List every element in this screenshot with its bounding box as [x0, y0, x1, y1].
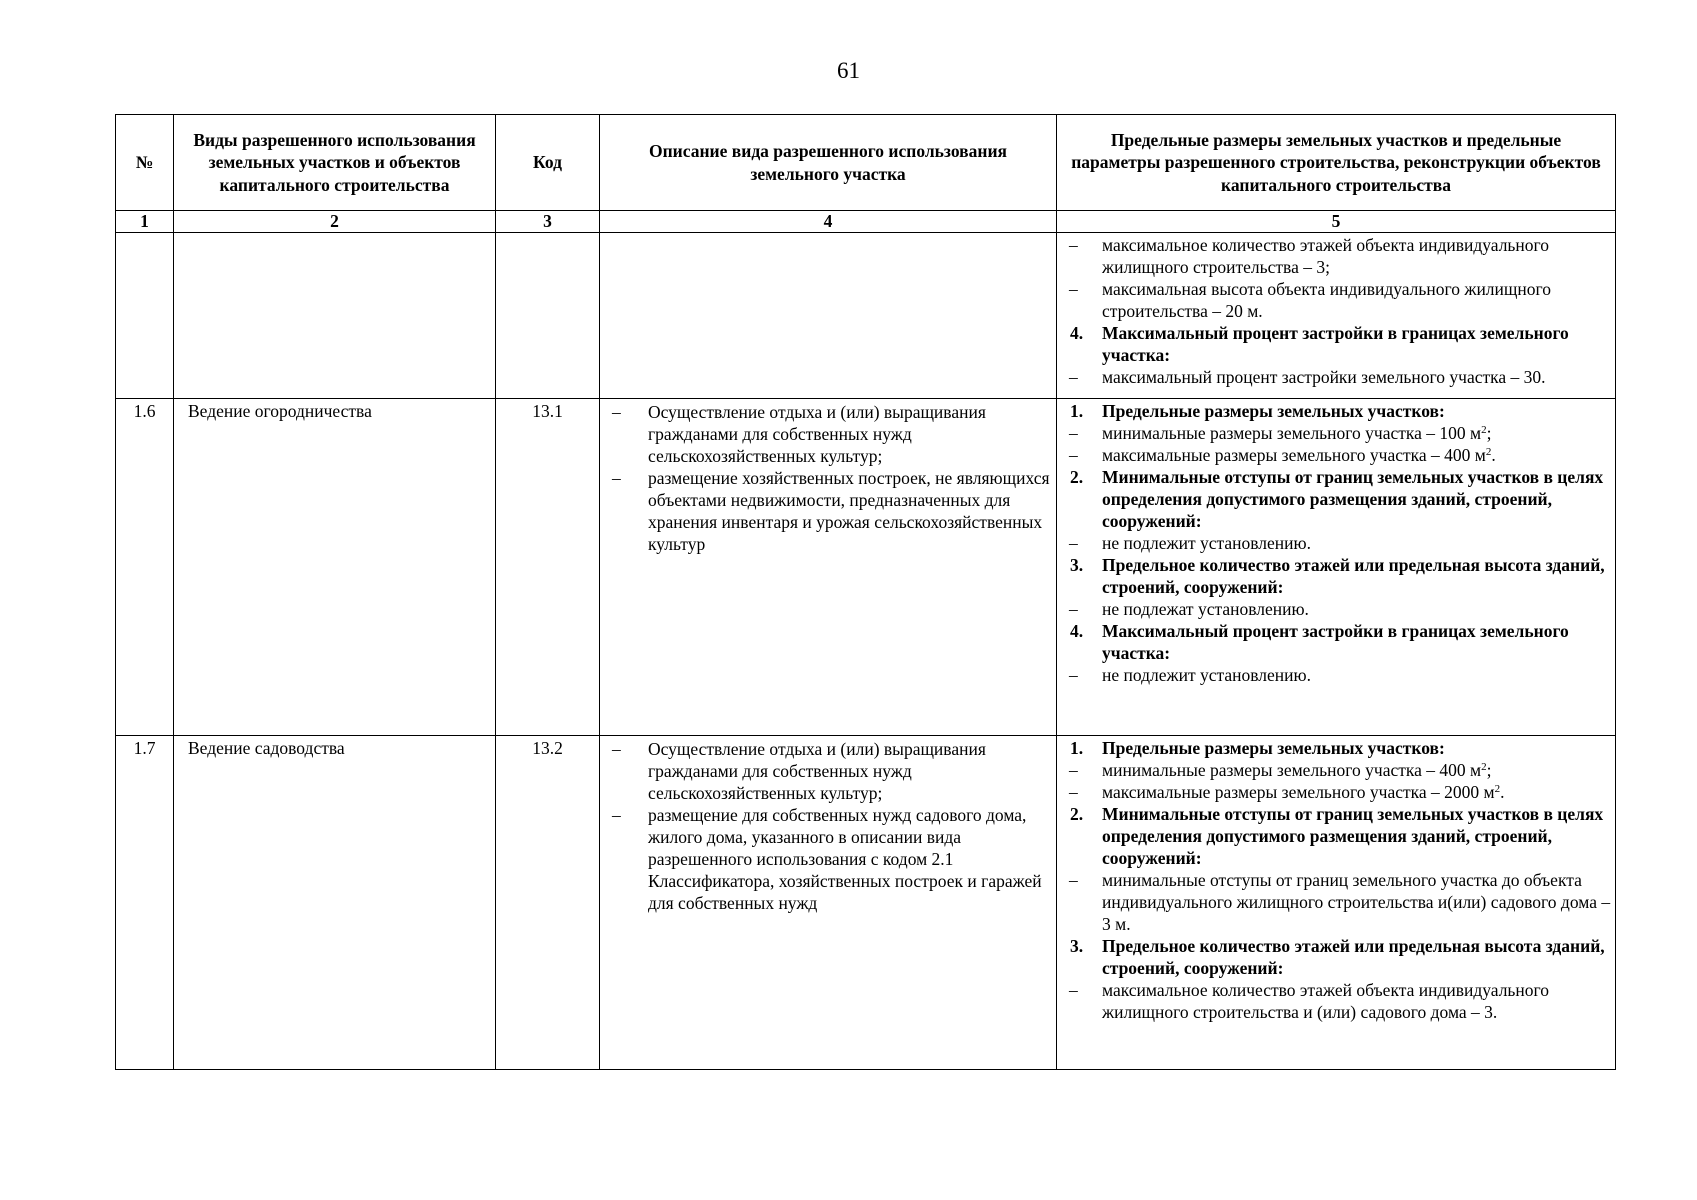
header-row: [116, 115, 1616, 211]
param-text: не подлежат установлению.: [1102, 599, 1309, 619]
param-item: [1069, 979, 1611, 1023]
description-text: размещение хозяйственных построек, не являющихся объектами недвижимости, предназначенных для хранения инвентаря и урожая сельскохозяйственных культур: [648, 468, 1050, 554]
param-text: Предельное количество этажей или предельная высота зданий, строений, сооружений:: [1102, 936, 1605, 978]
dash-marker: –: [612, 739, 621, 759]
param-text: не подлежит установлению.: [1102, 665, 1311, 685]
cell-name: Ведение садоводства: [174, 736, 496, 1070]
dash-marker: –: [1069, 782, 1078, 802]
superscript: 2: [1481, 424, 1487, 436]
description-text: Осуществление отдыха и (или) выращивания гражданами для собственных нужд сельскохозяйственных культур;: [648, 402, 986, 466]
dash-marker: –: [1069, 279, 1078, 299]
column-number: 4: [600, 211, 1057, 233]
dash-marker: –: [612, 805, 621, 825]
page-number: 61: [837, 58, 860, 83]
param-text: Минимальные отступы от границ земельных участков в целях определения допустимого размещения зданий, строений, сооружений:: [1102, 804, 1604, 868]
param-text: Максимальный процент застройки в границах земельного участка:: [1102, 323, 1569, 365]
param-text: максимальное количество этажей объекта индивидуального жилищного строительства – 3;: [1102, 235, 1550, 277]
param-text: максимальные размеры земельного участка – 400 м: [1102, 445, 1486, 465]
param-text: максимальная высота объекта индивидуального жилищного строительства – 20 м.: [1102, 279, 1551, 321]
param-heading: [1069, 620, 1611, 664]
description-item: [612, 467, 1052, 555]
description-text: размещение для собственных нужд садового дома, жилого дома, указанного в описании вида разрешенного использования с кодом 2.1 Классификатора, хозяйственных построек и гаражей для собственных нужд: [648, 805, 1042, 913]
column-numbers-row: [116, 211, 1616, 233]
superscript: 2: [1494, 783, 1501, 795]
description-item: [612, 804, 1052, 914]
param-text: минимальные размеры земельного участка – 100 м: [1102, 423, 1482, 443]
table-row-continued: [116, 233, 1616, 399]
list-number: 3.: [1070, 555, 1084, 575]
param-punctuation: ;: [1486, 423, 1492, 443]
param-heading: [1069, 554, 1611, 598]
header-code: Код: [496, 115, 600, 211]
dash-marker: –: [1069, 445, 1078, 465]
header-num: №: [116, 115, 174, 211]
header-description: Описание вида разрешенного использования земельного участка: [600, 115, 1057, 211]
param-heading: [1069, 803, 1611, 869]
list-number: 1.: [1070, 738, 1084, 758]
param-heading: [1069, 737, 1611, 759]
header-params: Предельные размеры земельных участков и предельные параметры разрешенного строительства, реконструкции объектов капитального строительства: [1057, 115, 1616, 211]
dash-marker: –: [1069, 665, 1078, 685]
param-item: [1069, 422, 1611, 444]
superscript: 2: [1481, 761, 1487, 773]
cell-description: [600, 399, 1057, 736]
cell-name: [174, 233, 496, 399]
column-number: 2: [174, 211, 496, 233]
param-punctuation: .: [1500, 782, 1505, 802]
param-item: [1069, 532, 1611, 554]
param-text: максимальное количество этажей объекта индивидуального жилищного строительства и (или) садового дома – 3.: [1102, 980, 1550, 1022]
cell-name: Ведение огородничества: [174, 399, 496, 736]
cell-params: [1057, 233, 1616, 399]
list-number: 1.: [1070, 401, 1084, 421]
param-item: [1069, 598, 1611, 620]
cell-code: 13.2: [496, 736, 600, 1070]
cell-num: [116, 233, 174, 399]
param-text: Предельные размеры земельных участков:: [1102, 401, 1445, 421]
param-text: минимальные размеры земельного участка – 400 м: [1102, 760, 1482, 780]
param-text: не подлежит установлению.: [1102, 533, 1311, 553]
column-number: 3: [496, 211, 600, 233]
param-item: [1069, 781, 1611, 803]
dash-marker: –: [1069, 367, 1078, 387]
header-use-type: Виды разрешенного использования земельных участков и объектов капитального строительства: [174, 115, 496, 211]
param-item: [1069, 759, 1611, 781]
cell-params: [1057, 736, 1616, 1070]
description-item: [612, 401, 1052, 467]
dash-marker: –: [1069, 533, 1078, 553]
cell-description: [600, 233, 1057, 399]
cell-code: 13.1: [496, 399, 600, 736]
param-punctuation: .: [1491, 445, 1496, 465]
list-number: 2.: [1070, 804, 1084, 824]
list-number: 4.: [1070, 323, 1084, 343]
param-punctuation: ;: [1486, 760, 1492, 780]
dash-marker: –: [612, 402, 621, 422]
param-heading: [1069, 466, 1611, 532]
regulations-table: [115, 114, 1616, 1070]
table-row: [116, 736, 1616, 1070]
param-text: Предельное количество этажей или предельная высота зданий, строений, сооружений:: [1102, 555, 1605, 597]
param-text: максимальные размеры земельного участка – 2000 м: [1102, 782, 1495, 802]
cell-num: 1.6: [116, 399, 174, 736]
list-number: 4.: [1070, 621, 1084, 641]
list-number: 2.: [1070, 467, 1084, 487]
dash-marker: –: [1069, 870, 1078, 890]
param-item: [1069, 444, 1611, 466]
param-text: Предельные размеры земельных участков:: [1102, 738, 1445, 758]
param-text: минимальные отступы от границ земельного участка до объекта индивидуального жилищного строительства и(или) садового дома – 3 м.: [1102, 870, 1611, 934]
dash-marker: –: [1069, 423, 1078, 443]
cell-params: [1057, 399, 1616, 736]
dash-marker: –: [1069, 760, 1078, 780]
param-item: [1069, 366, 1611, 388]
param-item: [1069, 869, 1611, 935]
param-item: [1069, 664, 1611, 686]
dash-marker: –: [1069, 599, 1078, 619]
param-heading: [1069, 400, 1611, 422]
param-heading: [1069, 935, 1611, 979]
dash-marker: –: [612, 468, 621, 488]
dash-marker: –: [1069, 980, 1078, 1000]
list-number: 3.: [1070, 936, 1084, 956]
column-number: 1: [116, 211, 174, 233]
cell-code: [496, 233, 600, 399]
cell-description: [600, 736, 1057, 1070]
description-text: Осуществление отдыха и (или) выращивания гражданами для собственных нужд сельскохозяйственных культур;: [648, 739, 986, 803]
dash-marker: –: [1069, 235, 1078, 255]
cell-num: 1.7: [116, 736, 174, 1070]
table-row: [116, 399, 1616, 736]
param-text: Минимальные отступы от границ земельных участков в целях определения допустимого размещения зданий, строений, сооружений:: [1102, 467, 1604, 531]
description-item: [612, 738, 1052, 804]
column-number: 5: [1057, 211, 1616, 233]
superscript: 2: [1485, 446, 1492, 458]
param-text: Максимальный процент застройки в границах земельного участка:: [1102, 621, 1569, 663]
param-item: [1069, 234, 1611, 278]
param-text: максимальный процент застройки земельного участка – 30.: [1102, 367, 1546, 387]
param-heading: [1069, 322, 1611, 366]
param-item: [1069, 278, 1611, 322]
